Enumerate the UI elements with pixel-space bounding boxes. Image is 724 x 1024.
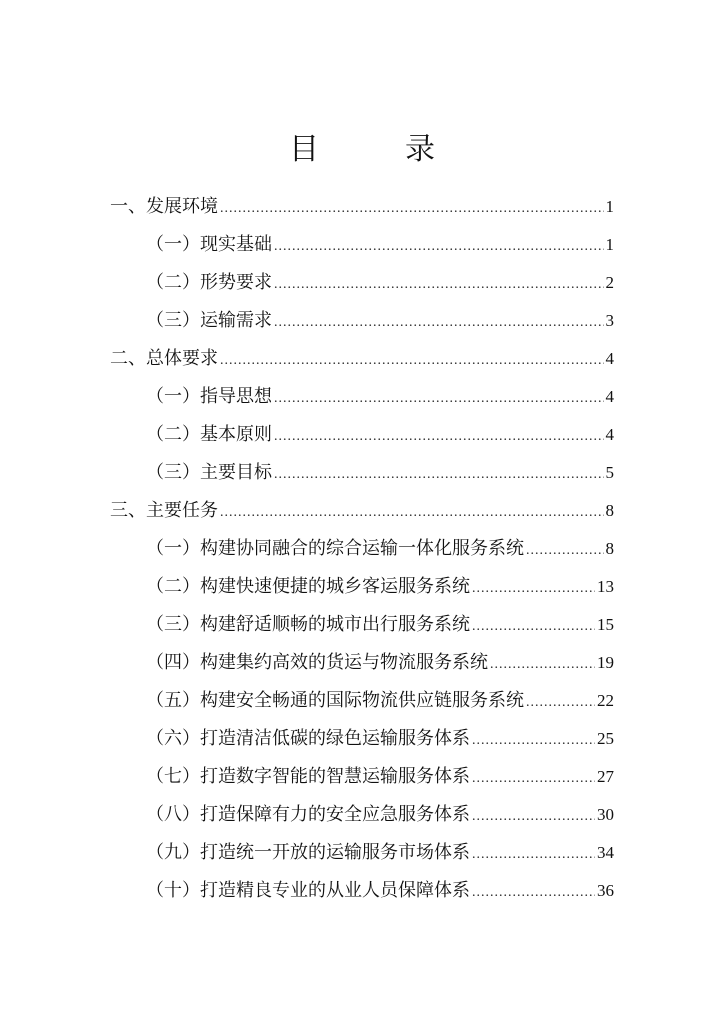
toc-entry (146, 306, 614, 336)
toc-entry-page: 8 (605, 501, 614, 520)
toc-entry (146, 838, 614, 868)
dot-leader (472, 764, 595, 794)
toc-entry-label: （三）构建舒适顺畅的城市出行服务系统 (146, 614, 470, 635)
toc-entry-page: 27 (597, 767, 614, 786)
dot-leader (472, 802, 595, 832)
toc-entry-label: （三）运输需求 (146, 310, 272, 331)
toc-entry (146, 458, 614, 488)
dot-leader (526, 688, 595, 718)
toc-entry (146, 420, 614, 450)
toc-entry-label: （八）打造保障有力的安全应急服务体系 (146, 804, 470, 825)
toc-entry-label: （十）打造精良专业的从业人员保障体系 (146, 880, 470, 901)
toc-entry-page: 4 (605, 387, 614, 406)
dot-leader (472, 726, 595, 756)
toc-entry-label: （二）形势要求 (146, 272, 272, 293)
toc-entry-page: 8 (605, 539, 614, 558)
toc-entry-label: 二、总体要求 (110, 348, 218, 369)
dot-leader (472, 612, 595, 642)
dot-leader (274, 308, 604, 338)
dot-leader (274, 422, 604, 452)
dot-leader (220, 346, 604, 376)
toc-entry-page: 2 (605, 273, 614, 292)
toc-entry-page: 34 (597, 843, 614, 862)
dot-leader (274, 270, 604, 300)
toc-entry-label: 三、主要任务 (110, 500, 218, 521)
page-title: 目 录 (289, 132, 463, 167)
dot-leader (472, 574, 595, 604)
toc-entry-label: （九）打造统一开放的运输服务市场体系 (146, 842, 470, 863)
dot-leader (220, 498, 604, 528)
toc-entry-label: （一）构建协同融合的综合运输一体化服务系统 (146, 538, 524, 559)
toc-entry-label: （五）构建安全畅通的国际物流供应链服务系统 (146, 690, 524, 711)
toc-entry (110, 496, 614, 526)
toc-entry (146, 572, 614, 602)
toc-entry-page: 36 (597, 881, 614, 900)
toc-entry (146, 762, 614, 792)
toc-entry (146, 686, 614, 716)
toc-entry-page: 15 (597, 615, 614, 634)
toc-entry-label: 一、发展环境 (110, 196, 218, 217)
toc-entry (146, 382, 614, 412)
toc-entry-page: 3 (605, 311, 614, 330)
toc-entry-page: 30 (597, 805, 614, 824)
toc-entry (146, 534, 614, 564)
toc-entry-page: 1 (605, 235, 614, 254)
toc-entry-label: （二）基本原则 (146, 424, 272, 445)
dot-leader (490, 650, 595, 680)
dot-leader (220, 194, 604, 224)
toc-entry (110, 192, 614, 222)
toc-entry-label: （二）构建快速便捷的城乡客运服务系统 (146, 576, 470, 597)
toc-entry-page: 13 (597, 577, 614, 596)
dot-leader (274, 232, 604, 262)
toc-entry-page: 1 (605, 197, 614, 216)
dot-leader (274, 384, 604, 414)
dot-leader (472, 840, 595, 870)
toc-entry (146, 648, 614, 678)
toc-entry-page: 25 (597, 729, 614, 748)
toc-entry-page: 4 (605, 425, 614, 444)
dot-leader (274, 460, 604, 490)
toc-entry-label: （七）打造数字智能的智慧运输服务体系 (146, 766, 470, 787)
toc-entry (146, 268, 614, 298)
toc-entry (146, 610, 614, 640)
toc-entry (146, 724, 614, 754)
toc-entry-label: （四）构建集约高效的货运与物流服务系统 (146, 652, 488, 673)
toc-entry-page: 4 (605, 349, 614, 368)
toc-entry-label: （一）现实基础 (146, 234, 272, 255)
toc-entry-label: （三）主要目标 (146, 462, 272, 483)
toc-entry-label: （一）指导思想 (146, 386, 272, 407)
toc-entry-label: （六）打造清洁低碳的绿色运输服务体系 (146, 728, 470, 749)
toc-entry-page: 5 (605, 463, 614, 482)
dot-leader (526, 536, 604, 566)
toc-entry-page: 22 (597, 691, 614, 710)
toc-entry (146, 876, 614, 906)
dot-leader (472, 878, 595, 908)
toc-entry (110, 344, 614, 374)
toc-entry (146, 230, 614, 260)
toc-entry-page: 19 (597, 653, 614, 672)
toc-entry (146, 800, 614, 830)
